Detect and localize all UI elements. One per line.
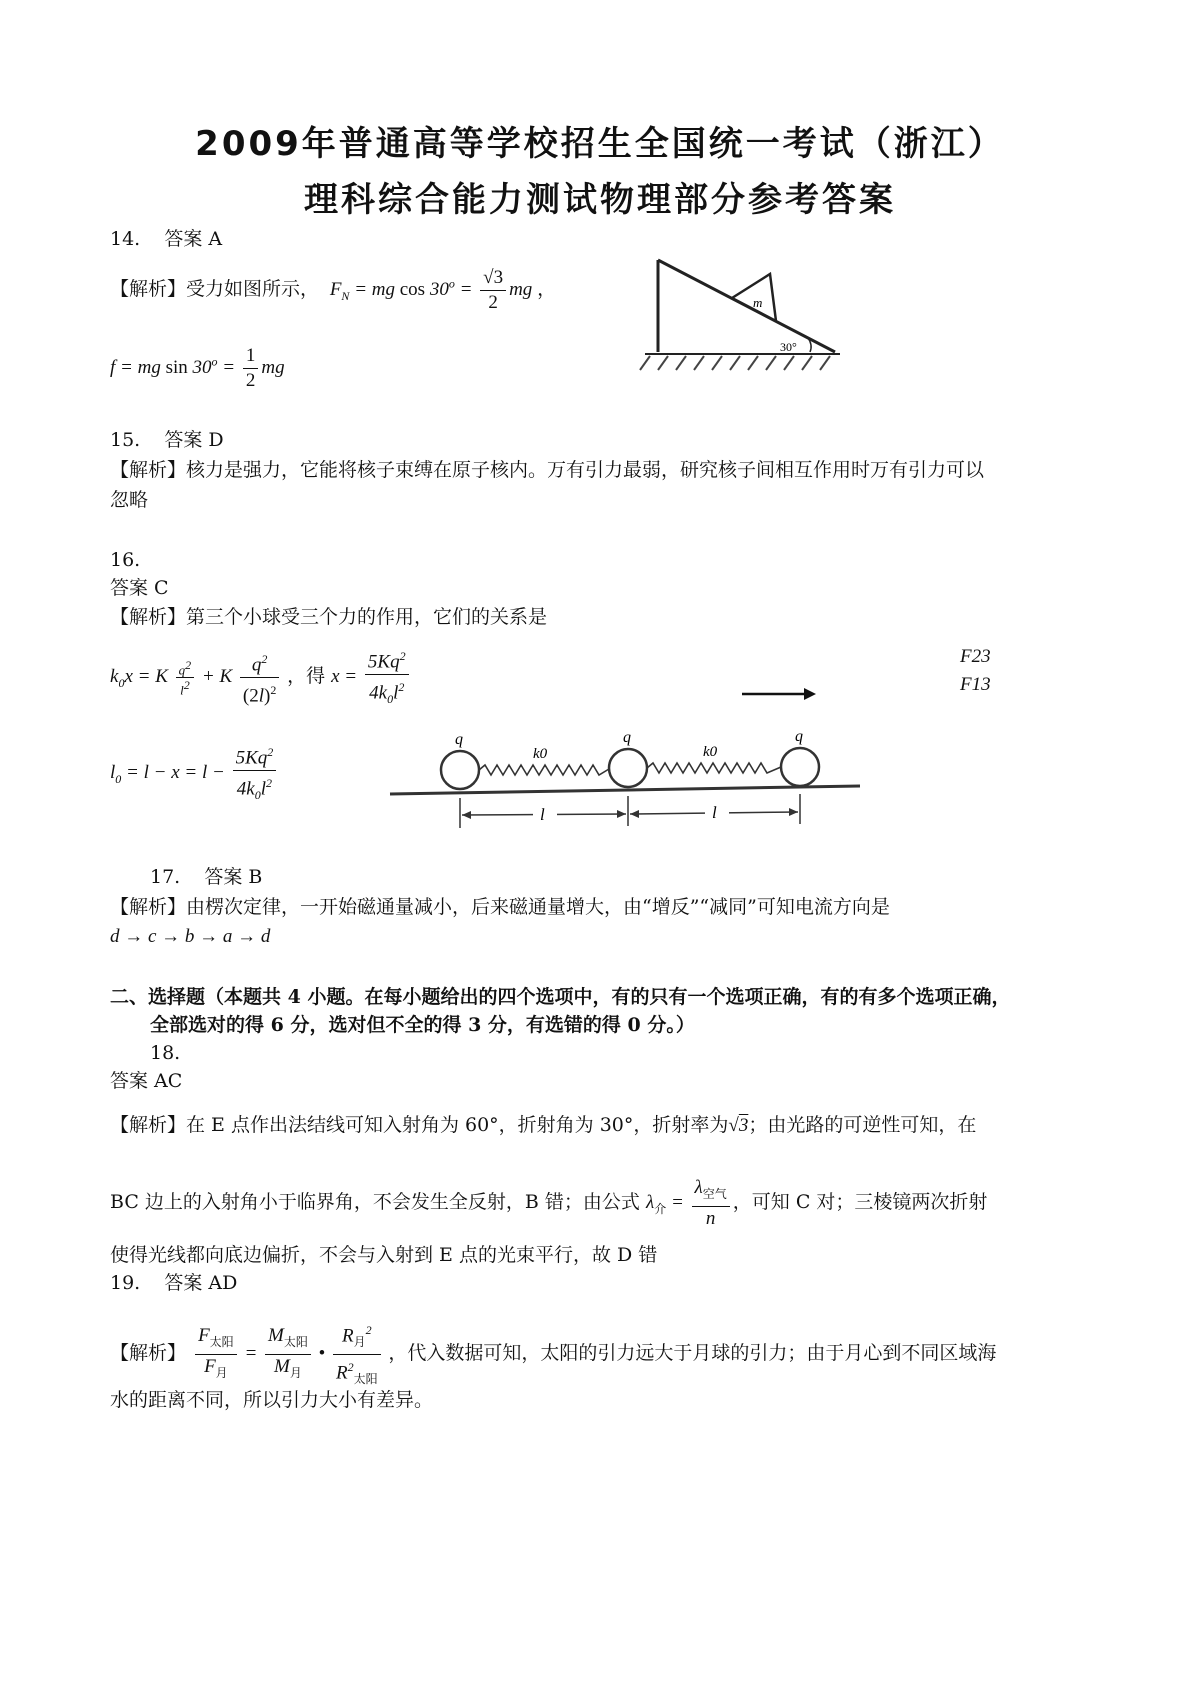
q17-analysis: 【解析】由楞次定律，一开始磁通量减小，后来磁通量增大，由“增反”“减同”可知电流方向是	[110, 896, 890, 918]
q14-analysis	[110, 266, 556, 315]
q14-comma: ，	[537, 277, 557, 300]
q16-equation-1: $k_0x = K$ $\frac{q^2}{l^2}$ + K $\frac{q^2}{(2l)^2}$	[110, 666, 287, 687]
q19-ratio-formula: $\frac{F_{太阳}}{F_月}$ = $\frac{M_{太阳}}{M_月}$ • $\frac{R_月^2}{R^2_{太阳}}$	[192, 1343, 388, 1364]
dim-label-bg-2	[705, 802, 729, 822]
q17-current-path: d → c → b → a → d	[110, 926, 271, 947]
ball-1	[441, 751, 479, 789]
dim-arrow-1a	[462, 811, 471, 819]
dim-arrow-1b	[617, 810, 626, 818]
force-arrow	[740, 684, 820, 704]
ball-3	[781, 748, 819, 786]
q18-answer: 答案 AC	[110, 1070, 183, 1092]
q16-equation-3: $l_0 = l - x = l$ − $\frac{5Kq^2}{4k_0l^2}$	[110, 740, 279, 807]
q19-analysis-tail: ，代入数据可知，太阳的引力远大于月球的引力；由于月心到不同区域海	[388, 1341, 997, 1364]
q15-analysis-line-1: 【解析】核力是强力，它能将核子束缚在原子核内。万有引力最弱，研究核子间相互作用时万有引力可以	[110, 459, 985, 481]
q16-analysis: 【解析】第三个小球受三个力的作用，它们的关系是	[110, 606, 548, 628]
title-line-1: 2009年普通高等学校招生全国统一考试（浙江）	[195, 124, 1005, 164]
q19-analysis-prefix: 【解析】	[110, 1341, 187, 1364]
dim-label-bg-1	[533, 804, 557, 824]
ground-hatching	[640, 356, 830, 370]
q15-answer: 答案 D	[164, 429, 224, 451]
q16-force-balance	[110, 644, 412, 711]
charge-label-1: q	[455, 731, 463, 748]
title-line-2: 理科综合能力测试物理部分参考答案	[304, 180, 896, 220]
q18-analysis-b: ；由光路的可逆性可知，在	[748, 1114, 977, 1136]
q14-friction-equation: f = mg $\sin 30^o$ = $\frac{1}{2}$ mg	[110, 345, 285, 391]
q14-number: 14.	[110, 228, 141, 250]
length-label-2: l	[712, 803, 717, 822]
q18-analysis-line-3: 使得光线都向底边偏折，不会与入射到 E 点的光束平行，故 D 错	[110, 1244, 658, 1266]
q18-analysis-line-1	[110, 1110, 976, 1141]
q19-number: 19.	[110, 1272, 141, 1294]
q14-normal-force-equation: $F_N$ = mg $\cos 30^o$ = $\frac{√3}{2}$ mg	[325, 267, 538, 313]
dim-arrow-2a	[630, 810, 639, 818]
q16-answer: 答案 C	[110, 577, 169, 599]
q18-analysis-a: 【解析】在 E 点作出法结线可知入射角为 60°，折射角为 30°，折射率为	[110, 1114, 729, 1136]
q18-line2-a: BC 边上的入射角小于临界角，不会发生全反射，B 错；由公式	[110, 1190, 640, 1213]
section2-heading-line-2: 全部选对的得 6 分，选对但不全的得 3 分，有选错的得 0 分。）	[150, 1014, 695, 1036]
force-arrow-head	[804, 688, 816, 700]
q18-wavelength-formula: $\lambda_介$ = $\frac{\lambda_{空气}}{n}$	[646, 1192, 733, 1213]
q16-got-label: ，得	[287, 665, 326, 688]
q15-header	[110, 425, 224, 455]
q17-number: 17.	[150, 866, 181, 888]
q19-analysis-line-2: 水的距离不同，所以引力大小有差异。	[110, 1389, 434, 1411]
q19-header	[110, 1268, 237, 1298]
incline-diagram	[630, 250, 850, 380]
q17-header	[150, 862, 262, 892]
force-label-f23: F23	[960, 646, 991, 667]
q17-answer: 答案 B	[204, 866, 263, 888]
ball-2	[609, 749, 647, 787]
dim-arrow-2b	[789, 808, 798, 816]
q16-equation-2: x = $\frac{5Kq^2}{4k_0l^2}$	[331, 666, 411, 687]
q15-number: 15.	[110, 429, 141, 451]
q18-number: 18.	[150, 1042, 181, 1064]
q19-analysis-line-1	[110, 1318, 996, 1391]
block-mass-label: m	[753, 295, 763, 310]
spring-label-1: k0	[533, 746, 548, 762]
angle-label: 30°	[780, 340, 797, 354]
q15-analysis-line-2: 忽略	[110, 489, 149, 511]
charge-label-2: q	[623, 729, 631, 746]
spring-label-2: k0	[703, 744, 718, 760]
charge-label-3: q	[795, 728, 803, 745]
q14-answer: 答案 A	[164, 228, 223, 250]
spring-ball-diagram	[385, 722, 865, 832]
length-label-1: l	[540, 805, 545, 824]
q18-line2-b: ，可知 C 对；三棱镜两次折射	[732, 1190, 988, 1213]
q14-analysis-label: 【解析】受力如图所示，	[110, 277, 320, 300]
q14-header	[110, 224, 222, 254]
q18-sqrt3: √3	[728, 1115, 749, 1136]
q18-analysis-line-2	[110, 1176, 987, 1231]
spring-1	[479, 765, 609, 775]
force-label-f13: F13	[960, 674, 991, 695]
q16-number: 16.	[110, 549, 141, 571]
q19-answer: 答案 AD	[164, 1272, 238, 1294]
spring-2	[647, 763, 781, 773]
section2-heading-line-1: 二、选择题（本题共 4 小题。在每小题给出的四个选项中，有的只有一个选项正确，有的有多个选项正确，	[110, 986, 1011, 1008]
